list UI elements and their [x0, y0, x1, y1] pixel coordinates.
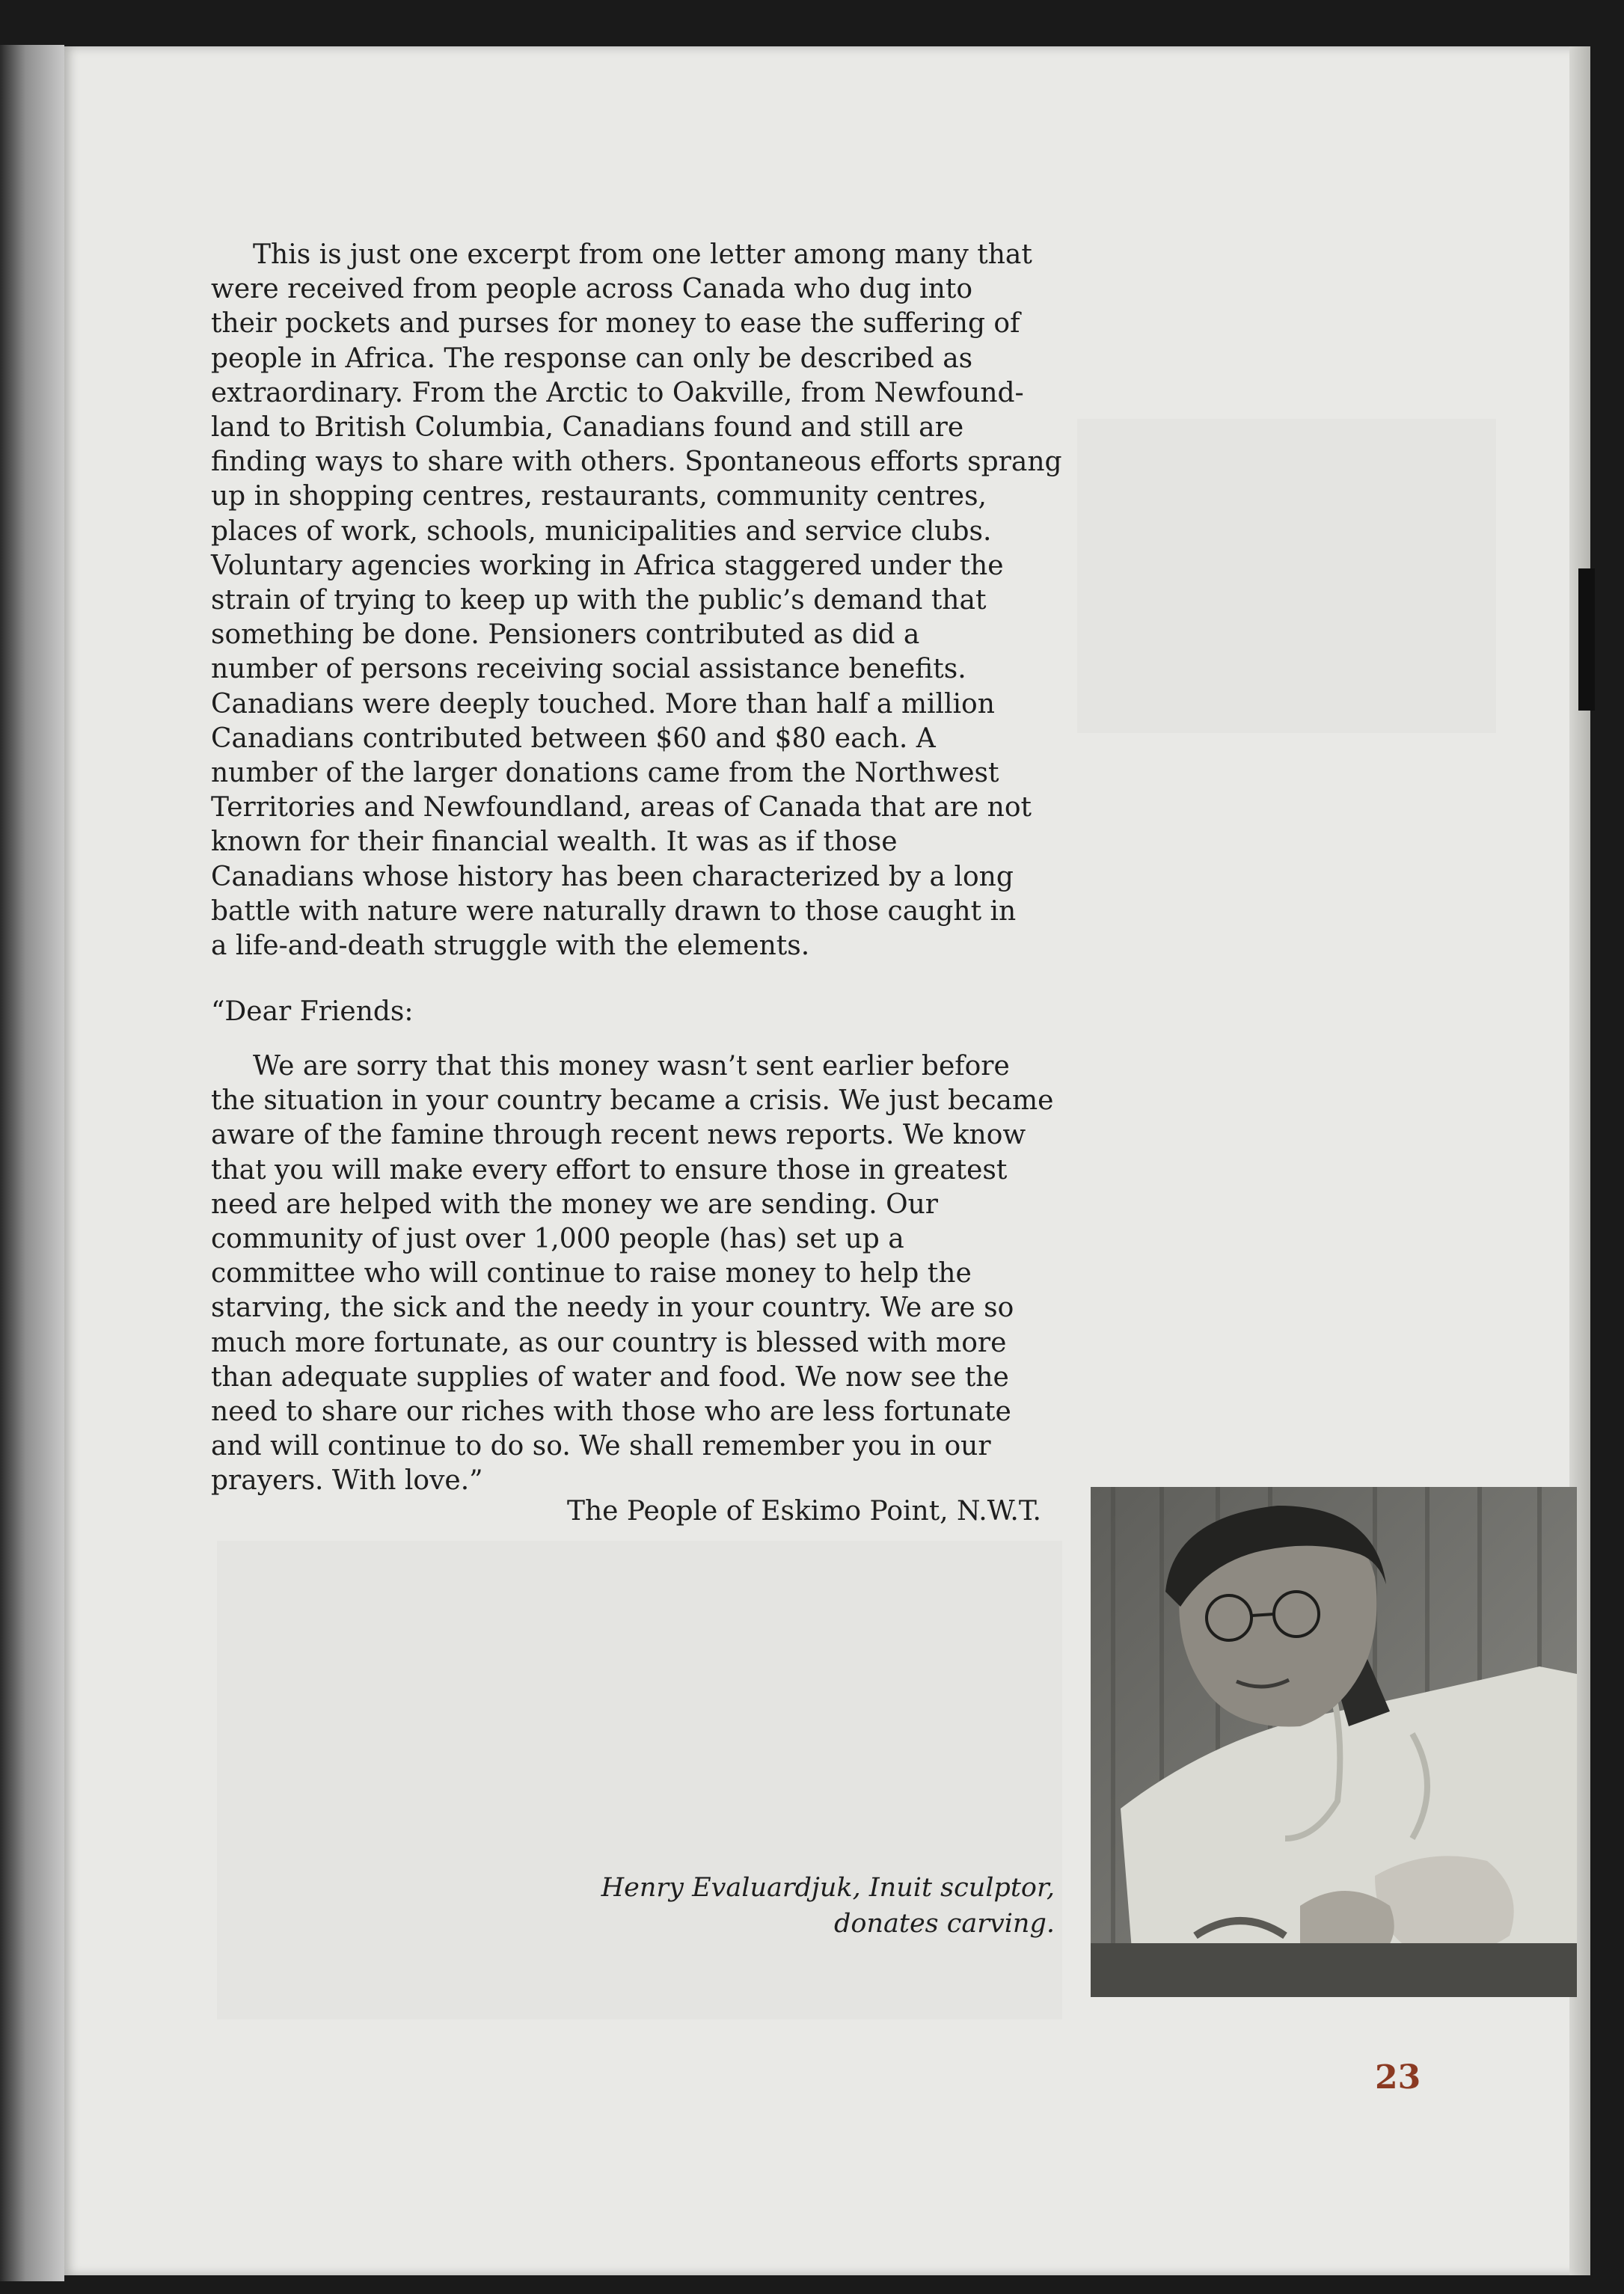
- binding-tab: [1578, 568, 1595, 711]
- show-through-block-2: [217, 1541, 1062, 2019]
- letter-signature: The People of Eskimo Point, N.W.T.: [566, 1496, 1041, 1527]
- paragraph-text: This is just one excerpt from one letter among many that were received from people across Canada who dug into their pockets and purses for money to ease the suffering of people in Africa. The response can only be described as extraordinary. From the Arctic to Oakville, from Newfound- land to British Columbia, Canadians found and still are finding ways to share with others. Spontaneous efforts sprang up in shopping centres, restaurants, community centres, places of work, schools, municipalities and service clubs. Voluntary agencies working in Africa staggered under the strain of trying to keep up with the public’s demand that something be done. Pensioners contributed as did a number of persons receiving social assistance benefits. Canadians were deeply touched. More than half a million Canadians contributed between $60 and $80 each. A number of the larger donations came from the Northwest Territories and Newfoundland, areas of Canada that are not known for their financial wealth. It was as if those Canadians whose history has been characterized by a long battle with nature were naturally drawn to those caught in a life-and-death struggle with the elements.: [211, 239, 1062, 962]
- letter-salutation-block: [211, 995, 1064, 1029]
- sculptor-photo-illustration: [1091, 1487, 1577, 1997]
- show-through-block: [1077, 419, 1496, 733]
- photo-caption-line-2: donates carving.: [834, 1909, 1055, 1939]
- letter-salutation: “Dear Friends:: [211, 996, 414, 1027]
- body-paragraph-1: [211, 238, 1064, 963]
- left-page-edge: [0, 45, 64, 2281]
- letter-text: We are sorry that this money wasn’t sent earlier before the situation in your country became a crisis. We just became aware of the famine through recent news reports. We know that you will make every effort to ensure those in greatest need are helped with the money we are sending. Our community of just over 1,000 people (has) set up a committee who will continue to raise money to help the starving, the sick and the needy in your country. We are so much more fortunate, as our country is blessed with more than adequate supplies of water and food. We now see the need to share our riches with those who are less fortunate and will continue to do so. We shall remember you in our prayers. With love.”: [211, 1051, 1054, 1497]
- letter-body: [211, 1049, 1064, 1499]
- photo-caption: [591, 1870, 1055, 1942]
- photo-caption-line-1: Henry Evaluardjuk, Inuit sculptor,: [601, 1873, 1055, 1903]
- sculptor-photo: [1091, 1487, 1577, 1997]
- page-number: 23: [1375, 2058, 1421, 2097]
